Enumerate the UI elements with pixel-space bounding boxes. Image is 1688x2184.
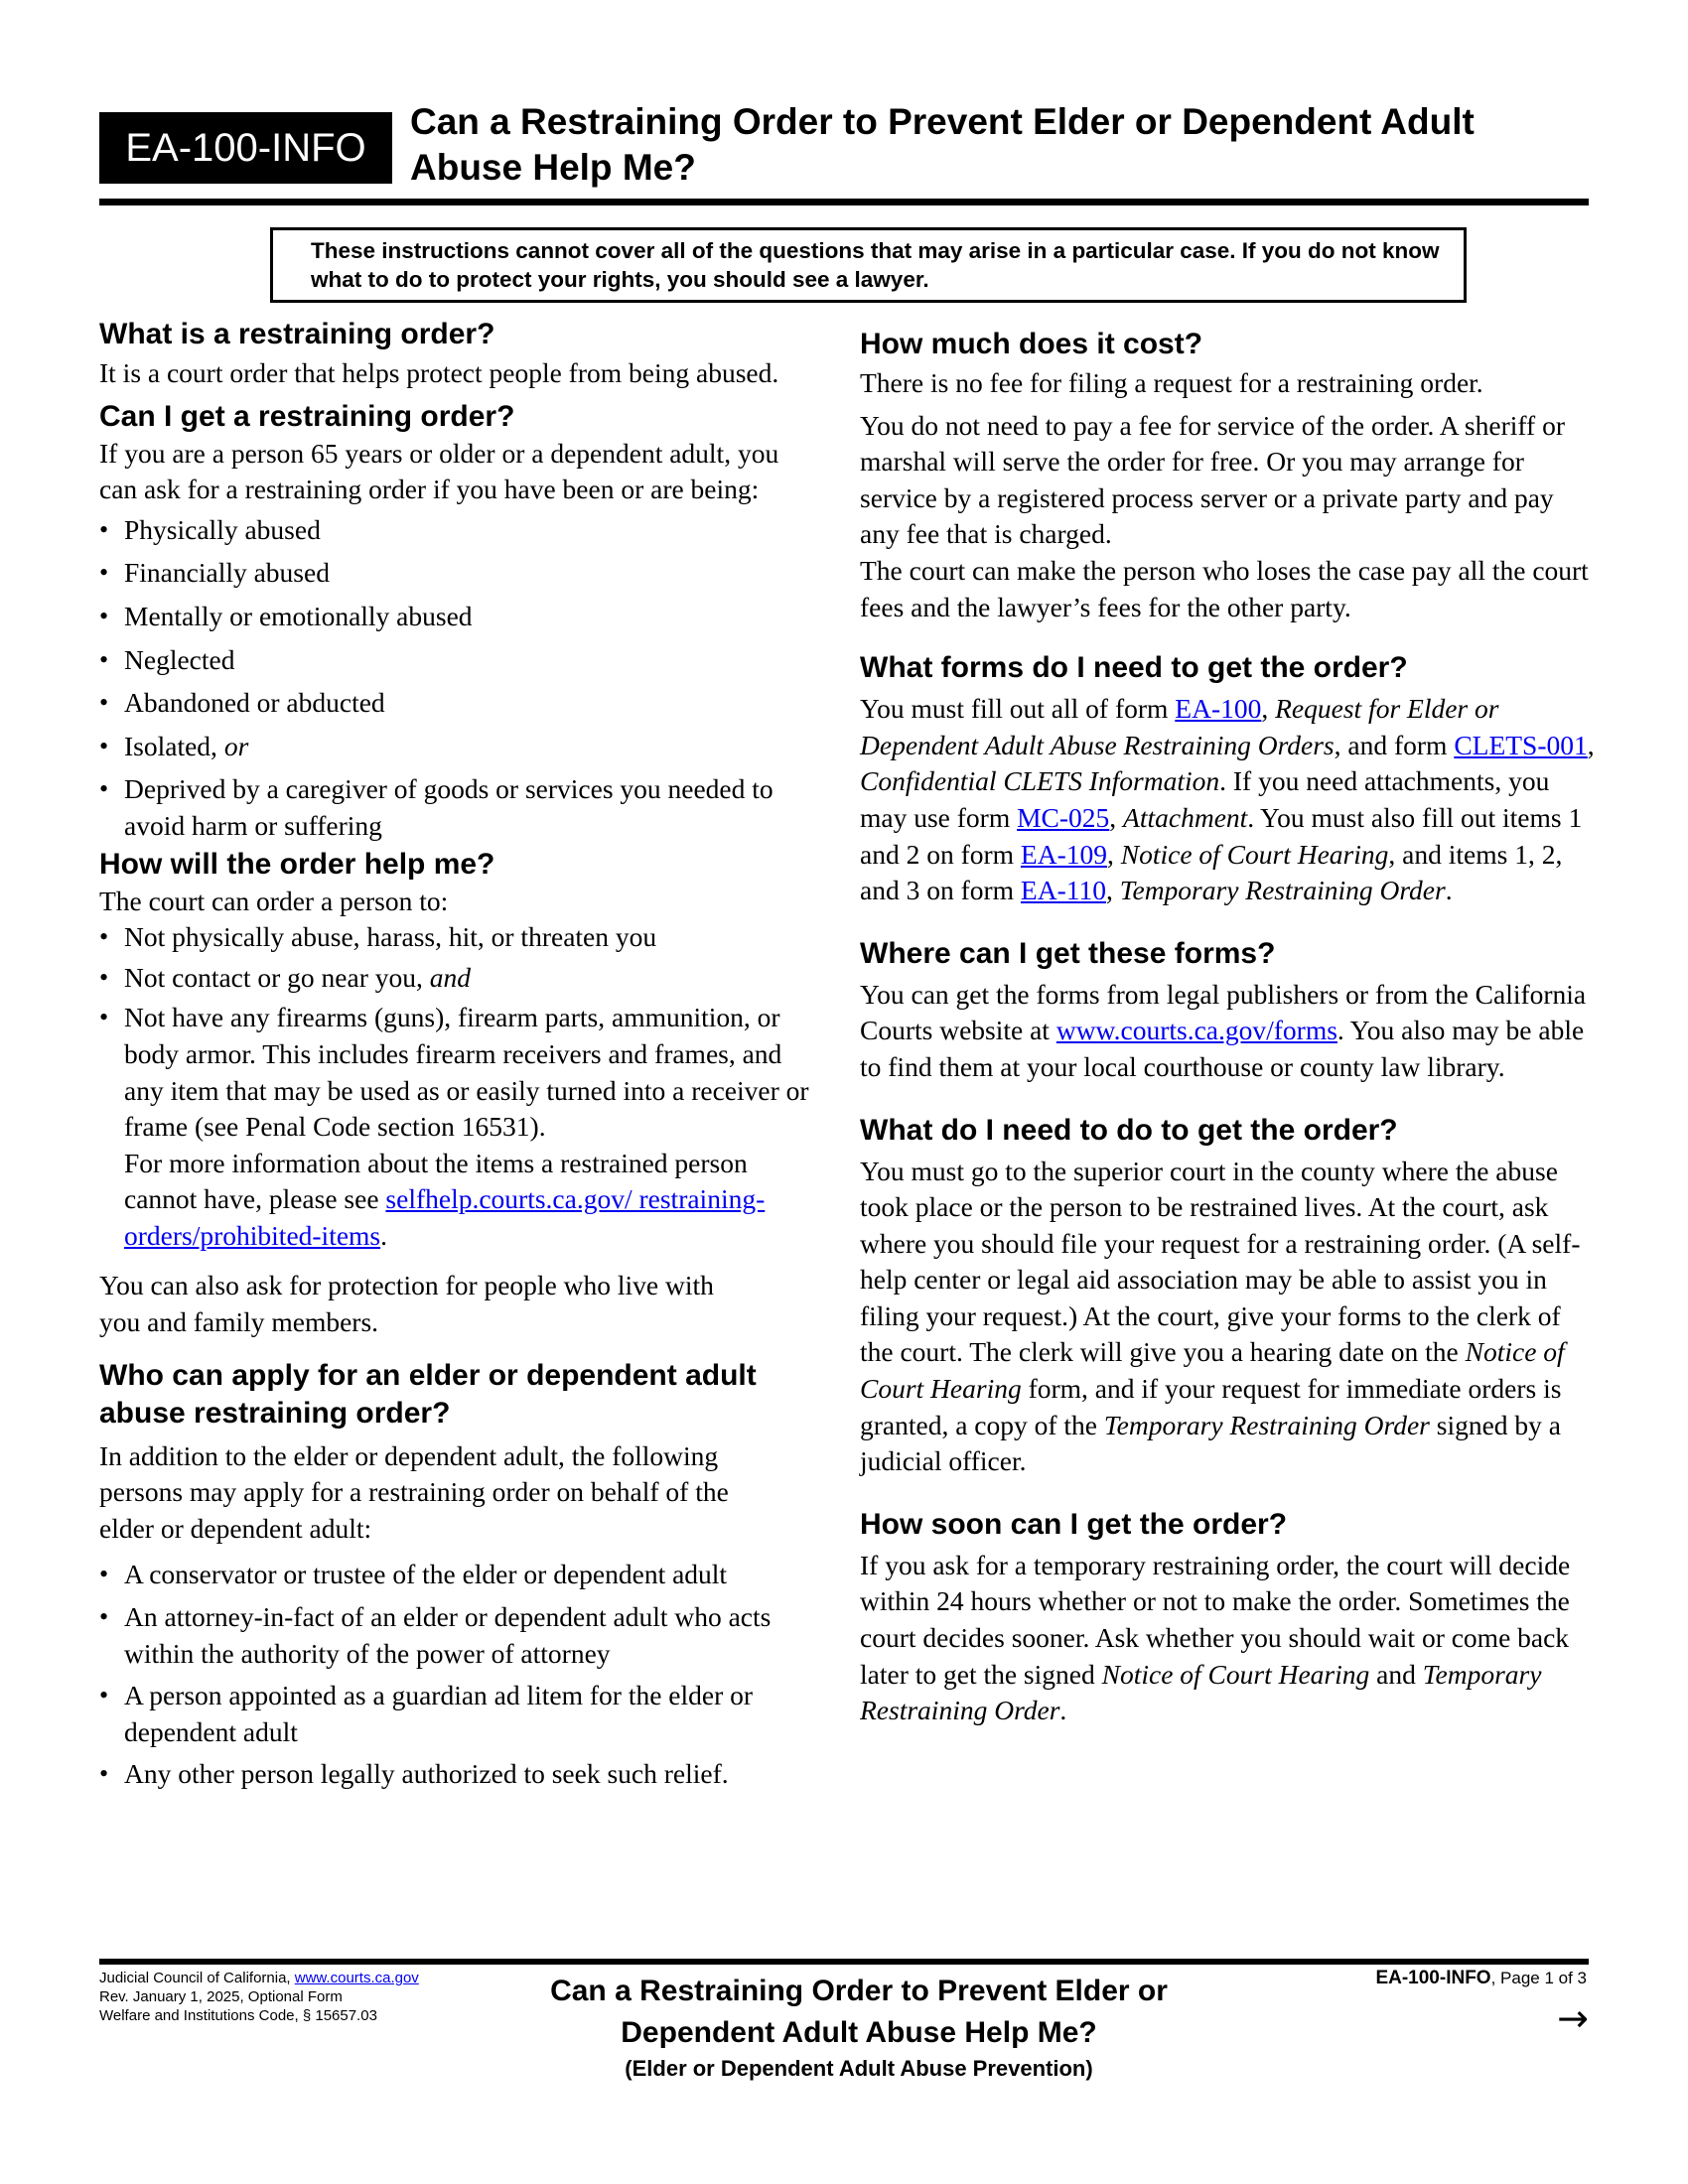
ea-109-link[interactable]: EA-109	[1020, 838, 1107, 870]
section-where-forms	[860, 935, 1595, 1086]
list-item: • Financially abused	[99, 555, 814, 592]
section-heading: What is a restraining order?	[99, 318, 495, 350]
section-what-to-do	[860, 1112, 1595, 1480]
mc-025-link[interactable]: MC-025	[1017, 801, 1110, 833]
list-item: • Any other person legally authorized to seek such relief.	[99, 1756, 814, 1793]
header-divider	[99, 199, 1589, 205]
right-column	[860, 326, 1595, 1729]
prohibited-items-link[interactable]: selfhelp.courts.ca.gov/ restraining-orders/prohibited-items	[124, 1183, 766, 1251]
form-id-badge	[99, 112, 392, 184]
section-who-can-apply	[99, 1357, 814, 1793]
applicant-list	[99, 1557, 814, 1793]
next-page-arrow-icon[interactable]: →	[1557, 1996, 1589, 2040]
section-forms	[860, 649, 1595, 909]
section-heading: How much does it cost?	[860, 328, 1203, 360]
section-heading: Where can I get these forms?	[860, 936, 1276, 970]
list-item: • Not have any firearms (guns), firearm parts, ammunition, or body armor. This includes firearm receivers and frames, and any item that may be used as or easily turned into a receiver or frame (see Penal Code section 16531). For more information about the items a restrained person cannot have, please see selfhelp.courts.ca.gov/ restraining-orders/prohibited-items.	[99, 1000, 814, 1254]
footer-org: Judicial Council of California, www.courts.ca.gov	[99, 1970, 419, 1986]
section-body: You can also ask for protection for people who live with you and family members.	[99, 1270, 714, 1338]
section-heading: Can I get a restraining order?	[99, 399, 515, 433]
list-item: • A person appointed as a guardian ad litem for the elder or dependent adult	[99, 1678, 814, 1750]
left-column	[99, 316, 814, 1793]
list-item: • Physically abused	[99, 512, 814, 549]
section-can-i-get	[99, 398, 814, 845]
list-item: • Mentally or emotionally abused	[99, 599, 814, 635]
form-id: EA-100-INFO	[125, 125, 366, 170]
section-body: You must fill out all of form EA-100, Request for Elder or Dependent Adult Abuse Restraining Orders, and form CLETS-001, Confidential CLETS Information. If you need attachments, you may use form MC-025, Attachment. You must also fill out items 1 and 2 on form EA-109, Notice of Court Hearing, and items 1, 2, and 3 on form EA-110, Temporary Restraining Order.	[860, 693, 1595, 906]
page-title: Can a Restraining Order to Prevent Elder or Dependent Adult Abuse Help Me?	[410, 101, 1475, 188]
footer-revision: Rev. January 1, 2025, Optional Form	[99, 1988, 343, 2005]
footer-divider	[99, 1959, 1589, 1965]
footer-page-info	[1291, 1968, 1587, 1989]
section-heading: How soon can I get the order?	[860, 1507, 1288, 1541]
abuse-type-list	[99, 512, 814, 845]
list-item: • Neglected	[99, 642, 814, 679]
courts-forms-link[interactable]: www.courts.ca.gov/forms	[1055, 1015, 1337, 1046]
section-heading: How will the order help me?	[99, 847, 495, 881]
instructions-notice-text: These instructions cannot cover all of the questions that may arise in a particular case. If you do not know what to do to protect your rights, you should see a lawyer.	[311, 238, 1440, 292]
section-body: The court can make the person who loses the case pay all the court fees and the lawyer’s fees for the other party.	[860, 554, 1589, 622]
ea-110-link[interactable]: EA-110	[1020, 875, 1106, 906]
section-body: You must go to the superior court in the county where the abuse took place or the person to be restrained lives. At the court, ask where you should file your request for a restraining order. (A self-help center or legal aid association may be able to assist you in filing your request.) At the court, give your forms to the clerk of the court. The clerk will give you a hearing date on the Notice of Court Hearing form, and if your request for immediate orders is granted, a copy of the Temporary Restraining Order signed by a judicial officer.	[860, 1155, 1581, 1477]
ea-100-link[interactable]: EA-100	[1175, 693, 1262, 725]
footer-title-line2: Dependent Adult Abuse Help Me?	[621, 2016, 1097, 2049]
section-body: If you ask for a temporary restraining order, the court will decide within 24 hours whether or not to make the order. Sometimes the court decides sooner. Ask whether you should wait or come back later to get the signed Notice of Court Hearing and Temporary Restraining Order.	[860, 1549, 1571, 1726]
clets-001-link[interactable]: CLETS-001	[1454, 729, 1588, 760]
footer-form-id: EA-100-INFO	[1375, 1968, 1491, 1988]
page-number: , Page 1 of 3	[1490, 1969, 1587, 1987]
section-how-help	[99, 846, 814, 1341]
list-item: • Not contact or go near you, and	[99, 960, 814, 997]
instructions-notice-box	[270, 227, 1467, 303]
courts-website-link[interactable]: www.courts.ca.gov	[294, 1970, 419, 1986]
list-item: • Not physically abuse, harass, hit, or threaten you	[99, 919, 814, 956]
footer-title-line1: Can a Restraining Order to Prevent Elder or	[550, 1975, 1168, 2007]
section-what-is	[99, 316, 814, 392]
section-heading: Who can apply for an elder or dependent adult abuse restraining order?	[99, 1358, 757, 1430]
list-item: • A conservator or trustee of the elder or dependent adult	[99, 1557, 814, 1593]
section-how-soon	[860, 1506, 1595, 1729]
order-terms-list	[99, 919, 814, 1254]
section-heading: What forms do I need to get the order?	[860, 651, 1408, 685]
footer-publisher-info	[99, 1969, 419, 2025]
list-item: • Isolated, or	[99, 729, 814, 765]
section-body: In addition to the elder or dependent adult, the following persons may apply for a restraining order on behalf of the elder or dependent adult:	[99, 1439, 729, 1544]
section-body: You can get the forms from legal publishers or from the California Courts website at www.courts.ca.gov/forms. You also may be able to find them at your local courthouse or county law library.	[860, 978, 1587, 1082]
list-item: • Abandoned or abducted	[99, 685, 814, 722]
section-body: There is no fee for filing a request for a restraining order.	[860, 367, 1483, 398]
section-heading: What do I need to do to get the order?	[860, 1113, 1398, 1147]
list-item: • An attorney-in-fact of an elder or dependent adult who acts within the authority of the power of attorney	[99, 1599, 814, 1672]
section-body: It is a court order that helps protect people from being abused.	[99, 357, 779, 388]
section-body: You do not need to pay a fee for service of the order. A sheriff or marshal will serve the order for free. Or you may arrange for service by a registered process server or a private party and pay any fee that is charged.	[860, 409, 1565, 550]
section-body: If you are a person 65 years or older or a dependent adult, you can ask for a restraining order if you have been or are being:	[99, 437, 779, 505]
footer-code: Welfare and Institutions Code, § 15657.03	[99, 2007, 377, 2024]
section-body: The court can order a person to:	[99, 885, 449, 916]
section-cost	[860, 326, 1595, 625]
list-item: • Deprived by a caregiver of goods or services you needed to avoid harm or suffering	[99, 771, 814, 844]
footer-title-block	[467, 1971, 1251, 2084]
footer-subtitle: (Elder or Dependent Adult Abuse Prevention)	[625, 2056, 1093, 2081]
